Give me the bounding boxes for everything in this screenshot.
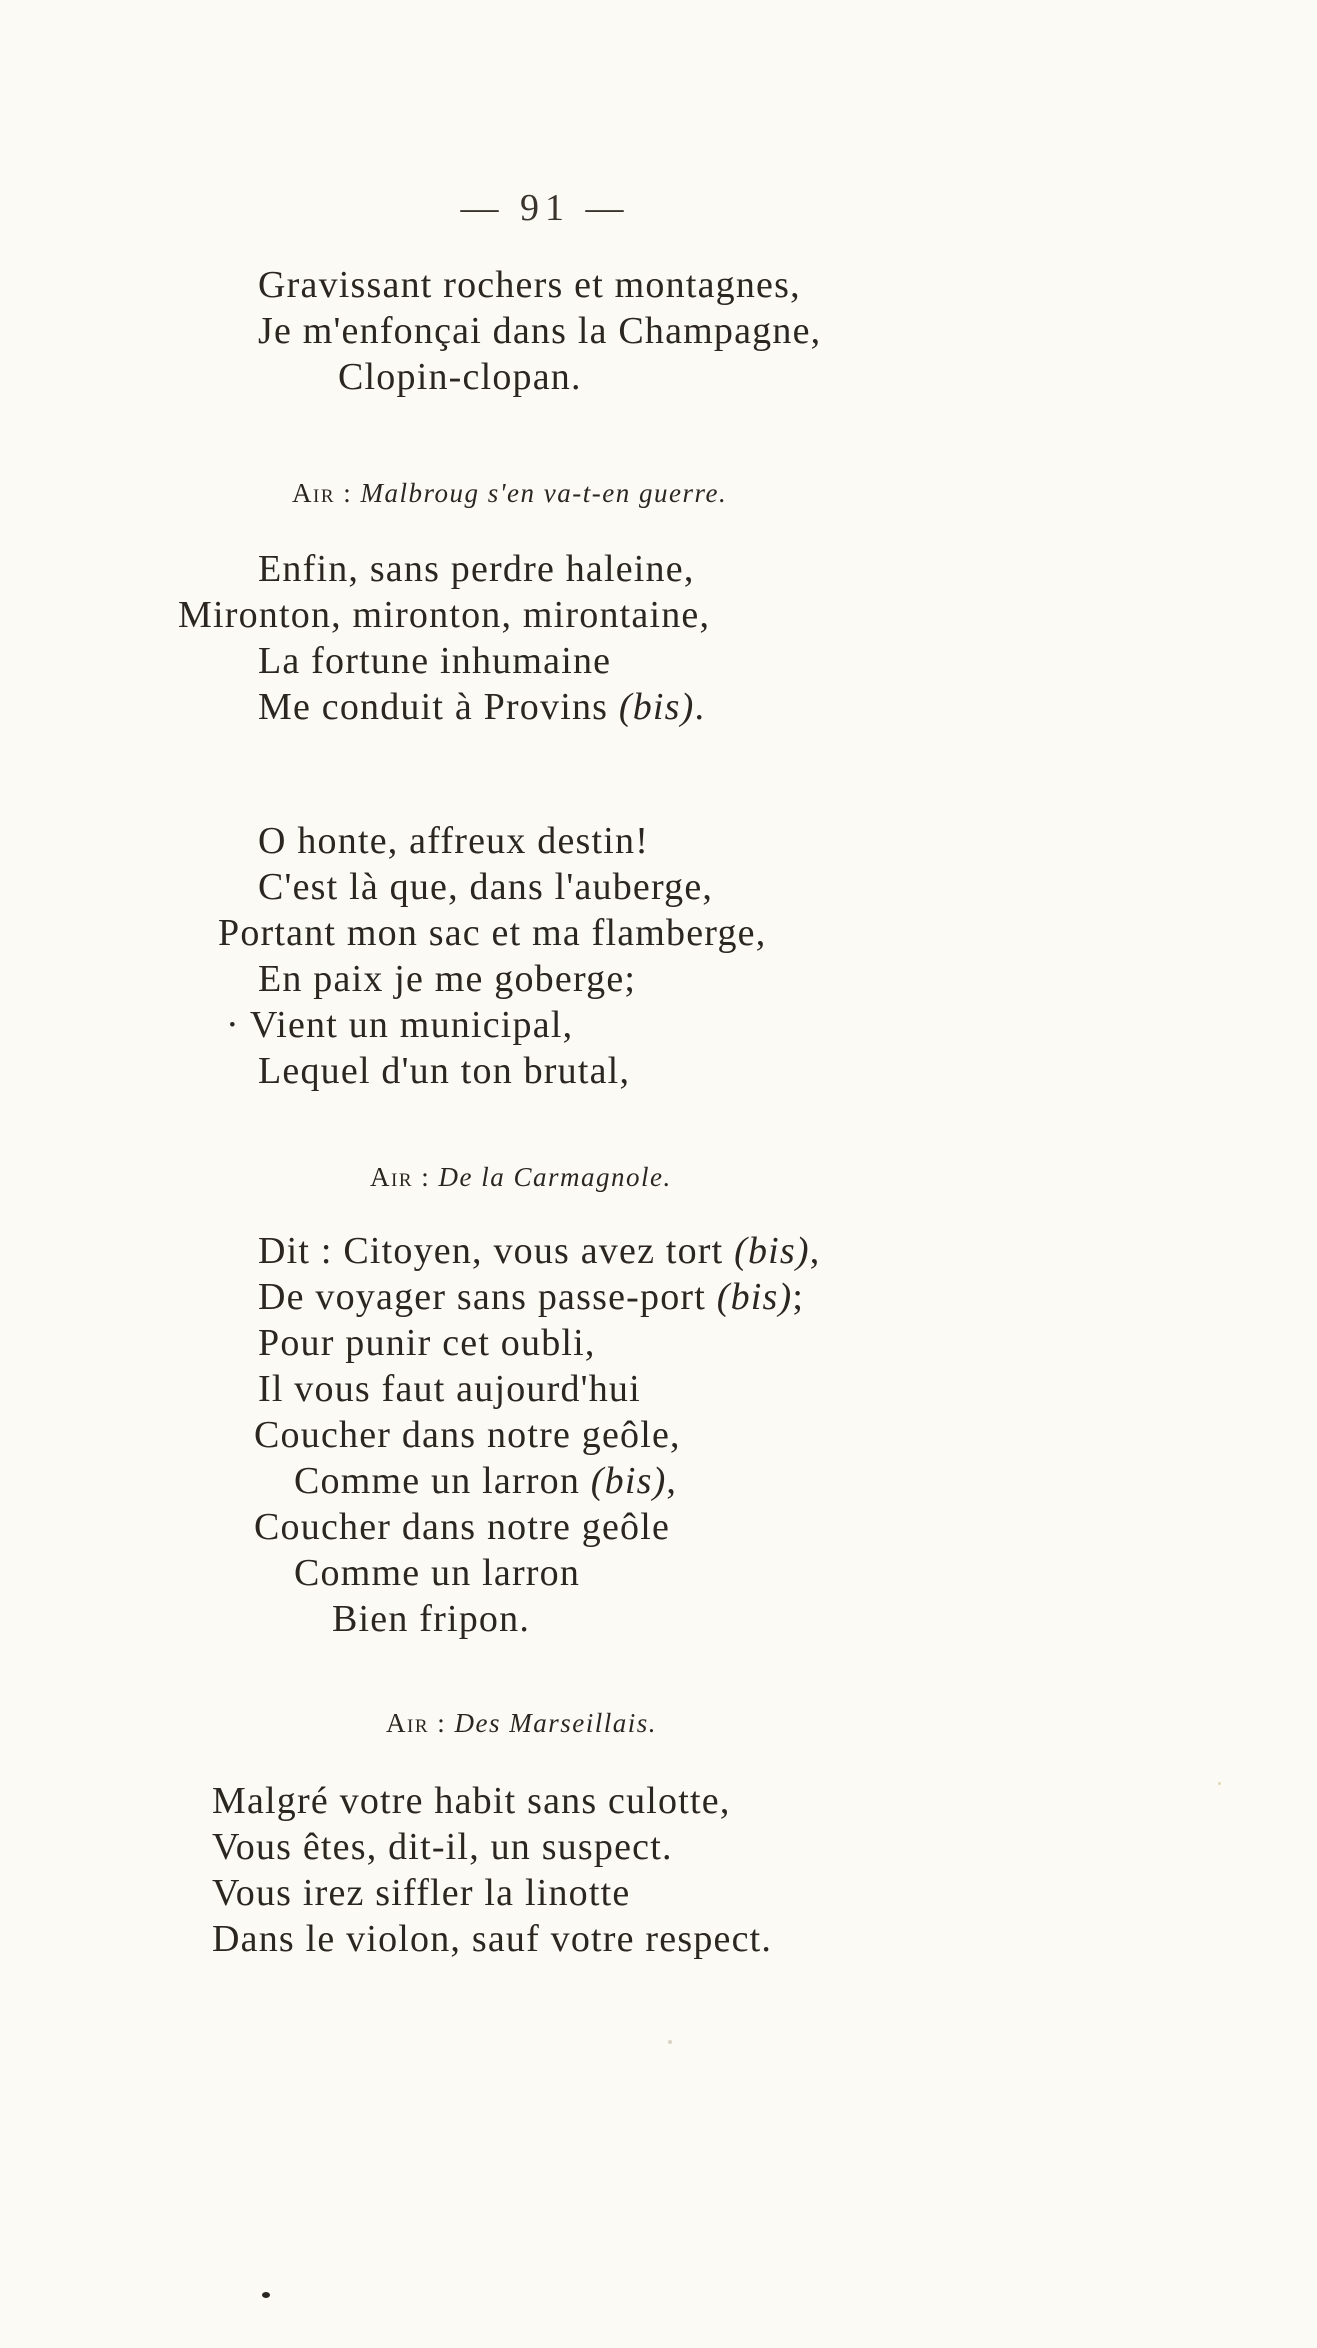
verse-line: Lequel d'un ton brutal, [258,1050,631,1092]
verse-line: Portant mon sac et ma flamberge, [218,912,767,954]
air-label: Air [386,1708,429,1738]
verse-text: Comme un larron [294,1460,591,1502]
verse-text: Dit : Citoyen, vous avez tort [258,1230,735,1272]
verse-line: Enfin, sans perdre haleine, [258,548,695,590]
verse-line: Coucher dans notre geôle [254,1506,671,1548]
verse-text: Me conduit à Provins [258,686,619,728]
bis-marker: (bis) [734,1230,810,1272]
air-label: Air [292,478,335,508]
air-title: Malbroug s'en va-t-en guerre. [360,478,728,508]
verse-line [294,1458,677,1504]
air-heading [386,1708,657,1739]
bis-marker: (bis) [618,686,695,728]
verse-line: Je m'enfonçai dans la Champagne, [258,310,822,352]
air-title: De la Carmagnole. [438,1162,672,1192]
bis-marker: (bis) [590,1460,667,1502]
air-separator: : [429,1708,455,1738]
verse-line: La fortune inhumaine [258,640,612,682]
verse-line: Comme un larron [294,1552,581,1594]
paper-speck [668,2040,672,2044]
verse-line: Vous irez siffler la linotte [212,1872,631,1914]
air-heading [292,478,727,509]
verse-punct: . [694,686,706,728]
verse-line: Il vous faut aujourd'hui [258,1368,641,1410]
verse-line: Gravissant rochers et montagnes, [258,264,801,306]
verse-line [258,1274,804,1320]
verse-line: Pour punir cet oubli, [258,1322,596,1364]
verse-line: Mironton, mironton, mirontaine, [178,594,711,636]
ink-speck [262,2292,270,2298]
verse-line: Coucher dans notre geôle, [254,1414,681,1456]
verse-line [258,1228,820,1274]
air-separator: : [413,1162,439,1192]
verse-text: De voyager sans passe-port [258,1276,717,1318]
verse-punct: , [809,1230,821,1272]
page-number: — 91 — [460,187,630,229]
air-heading [370,1162,672,1193]
verse-line: O honte, affreux destin! [258,820,650,862]
bis-marker: (bis) [716,1276,793,1318]
verse-line: · Vient un municipal, [226,1004,574,1046]
verse-line: En paix je me goberge; [258,958,637,1000]
verse-line: Bien fripon. [332,1598,531,1640]
verse-line: C'est là que, dans l'auberge, [258,866,714,908]
verse-line: Dans le violon, sauf votre respect. [212,1918,773,1960]
air-title: Des Marseillais. [454,1708,658,1738]
verse-line: Clopin-clopan. [338,356,582,398]
air-label: Air [370,1162,413,1192]
verse-line: Malgré votre habit sans culotte, [212,1780,731,1822]
verse-punct: ; [792,1276,805,1318]
verse-line [258,684,705,730]
verse-line: Vous êtes, dit-il, un suspect. [212,1826,673,1868]
verse-punct: , [666,1460,678,1502]
paper-speck [1218,1782,1221,1785]
air-separator: : [335,478,361,508]
